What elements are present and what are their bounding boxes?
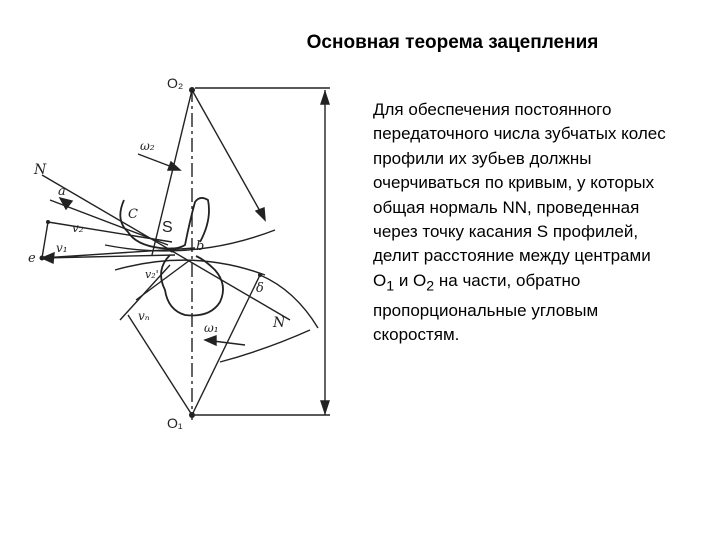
body-text-1: Для обеспечения постоянного передаточного числа зубчатых колес профили их зубьев должны очерчиваться по кривым, у которых общая нормаль NN, проведенная через точку касания S профилей, делит расстояние между центрами O <box>373 100 666 290</box>
label-n-top: N <box>34 162 47 178</box>
omega1-arc <box>220 330 310 362</box>
label-omega2: ω₂ <box>140 139 155 153</box>
gear-meshing-diagram <box>20 70 350 440</box>
label-a: a <box>58 184 66 199</box>
gear-arc-bottom <box>115 260 265 275</box>
subscript-2: 2 <box>426 278 435 295</box>
slide-title <box>0 32 720 54</box>
label-v1n: vₙ <box>138 309 150 323</box>
label-omega1: ω₁ <box>204 321 219 335</box>
body-text-3: на части, обратно пропорциональные угловым скоростям. <box>373 270 599 345</box>
label-s: S <box>162 219 173 236</box>
label-v2prime: v₂' <box>145 268 159 281</box>
label-n-bottom: N <box>273 315 286 331</box>
label-v1: v₁ <box>56 241 68 255</box>
body-paragraph <box>373 98 673 347</box>
label-e: e <box>28 251 36 266</box>
label-v2: v₂ <box>72 221 84 235</box>
subscript-1: 1 <box>386 278 395 295</box>
label-b: b <box>196 239 205 254</box>
slide-title-text: Основная теорема зацепления <box>306 32 599 53</box>
label-delta: δ <box>256 281 264 296</box>
label-o1: O₁ <box>167 415 183 431</box>
body-text-2: и O <box>394 270 427 290</box>
label-c: C <box>128 207 138 222</box>
label-o2: O₂ <box>167 75 184 91</box>
